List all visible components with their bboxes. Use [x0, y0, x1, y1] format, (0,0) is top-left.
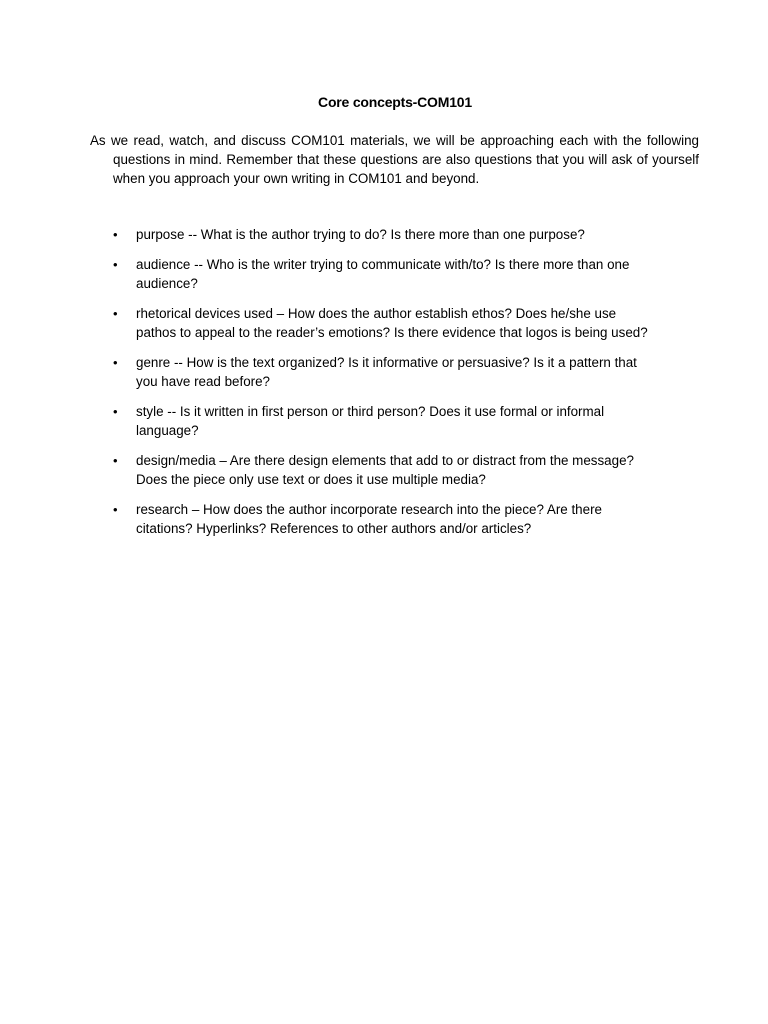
bullet-icon: •	[113, 354, 118, 370]
bullet-icon: •	[113, 501, 118, 517]
intro-paragraph: As we read, watch, and discuss COM101 materials, we will be approaching each with the following questions in mind. Remember that these questions are also questions that you will ask of yourself when you approach your own writing in COM101 and beyond.	[90, 133, 699, 186]
list-item	[113, 304, 658, 343]
list-item-text: genre -- How is the text organized? Is it informative or persuasive? Is it a pattern that you have read before?	[136, 354, 637, 389]
list-item	[113, 451, 658, 490]
list-item	[113, 225, 658, 245]
bullet-icon: •	[113, 452, 118, 468]
list-item-text: design/media – Are there design elements that add to or distract from the message? Does the piece only use text or does it use multiple media?	[136, 452, 634, 487]
bullet-icon: •	[113, 305, 118, 321]
bullet-icon: •	[113, 227, 118, 242]
list-item-text: purpose -- What is the author trying to do? Is there more than one purpose?	[136, 227, 585, 242]
list-item	[113, 353, 658, 392]
list-item-text: rhetorical devices used – How does the author establish ethos? Does he/she use pathos to appeal to the reader’s emotions? Is there evidence that logos is being used?	[136, 305, 648, 340]
bullet-icon: •	[113, 403, 118, 419]
list-item-text: research – How does the author incorporate research into the piece? Are there citations? Hyperlinks? References to other authors and/or articles?	[136, 501, 602, 536]
list-item	[113, 402, 658, 441]
document-title: Core concepts-COM101	[318, 94, 472, 110]
list-item-text: style -- Is it written in first person or third person? Does it use formal or informal language?	[136, 403, 605, 438]
list-item	[113, 500, 658, 539]
list-item-text: audience -- Who is the writer trying to communicate with/to? Is there more than one audience?	[136, 256, 630, 291]
questions-list	[113, 225, 658, 549]
list-item	[113, 255, 658, 294]
bullet-icon: •	[113, 256, 118, 272]
